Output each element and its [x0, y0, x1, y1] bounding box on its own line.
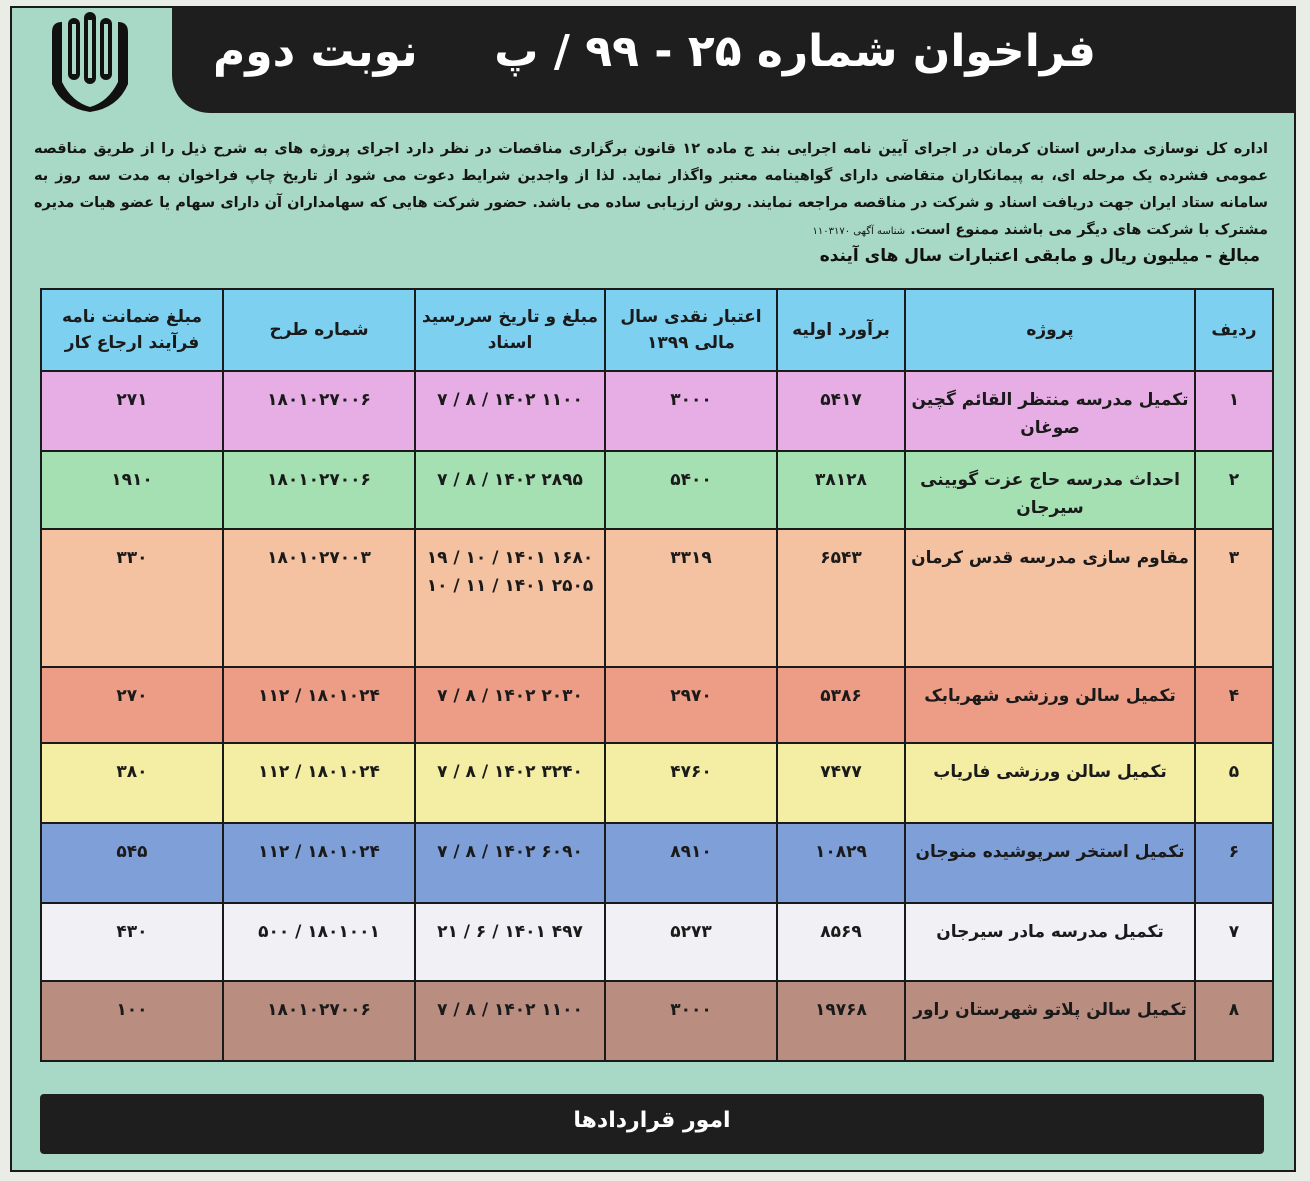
row-number: ۷: [1195, 903, 1273, 981]
row-number: ۶: [1195, 823, 1273, 903]
docs-value: ۱۶۸۰ ۱۴۰۱ / ۱۰ / ۱۹ ۲۵۰۵ ۱۴۰۱ / ۱۱ / ۱۰: [415, 529, 605, 667]
docs-value: ۱۱۰۰ ۱۴۰۲ / ۸ / ۷: [415, 981, 605, 1061]
project-name: تکمیل سالن ورزشی شهربابک: [905, 667, 1195, 743]
docs-value: ۶۰۹۰ ۱۴۰۲ / ۸ / ۷: [415, 823, 605, 903]
header-guarantee: مبلغ ضمانت نامه فرآیند ارجاع کار: [41, 289, 223, 371]
plan-number: ۱۸۰۱۰۲۷۰۰۶: [223, 371, 415, 451]
project-name: تکمیل سالن ورزشی فاریاب: [905, 743, 1195, 823]
header-docs: مبلغ و تاریخ سررسید اسناد: [415, 289, 605, 371]
header-plan-number: شماره طرح: [223, 289, 415, 371]
table-row: [41, 451, 1273, 529]
estimate-value: ۷۴۷۷: [777, 743, 905, 823]
plan-number: ۱۸۰۱۰۲۷۰۰۳: [223, 529, 415, 667]
credit-value: ۵۲۷۳: [605, 903, 777, 981]
ad-id: شناسه آگهی ۱۱۰۳۱۷۰: [812, 226, 906, 237]
table-row: [41, 529, 1273, 667]
guarantee-value: ۱۹۱۰: [41, 451, 223, 529]
plan-number: ۱۸۰۱۰۲۷۰۰۶: [223, 451, 415, 529]
row-number: ۱: [1195, 371, 1273, 451]
footer-bar: [40, 1094, 1264, 1154]
organization-logo-icon: [42, 12, 138, 112]
estimate-value: ۵۴۱۷: [777, 371, 905, 451]
table-row: [41, 743, 1273, 823]
project-name: تکمیل استخر سرپوشیده منوجان: [905, 823, 1195, 903]
project-name: مقاوم سازی مدرسه قدس کرمان: [905, 529, 1195, 667]
row-number: ۲: [1195, 451, 1273, 529]
credit-value: ۲۹۷۰: [605, 667, 777, 743]
estimate-value: ۶۵۴۳: [777, 529, 905, 667]
docs-value: ۱۱۰۰ ۱۴۰۲ / ۸ / ۷: [415, 371, 605, 451]
intro-paragraph: [34, 136, 1268, 245]
plan-number: ۱۸۰۱۰۲۴ / ۱۱۲: [223, 743, 415, 823]
credit-value: ۳۳۱۹: [605, 529, 777, 667]
title-bar: [172, 8, 1296, 113]
table-row: [41, 371, 1273, 451]
header-row-number: ردیف: [1195, 289, 1273, 371]
table-row: [41, 667, 1273, 743]
project-name: تکمیل مدرسه مادر سیرجان: [905, 903, 1195, 981]
docs-value: ۲۰۳۰ ۱۴۰۲ / ۸ / ۷: [415, 667, 605, 743]
credit-value: ۵۴۰۰: [605, 451, 777, 529]
credit-value: ۳۰۰۰: [605, 981, 777, 1061]
project-name: تکمیل سالن پلاتو شهرستان راور: [905, 981, 1195, 1061]
guarantee-value: ۴۳۰: [41, 903, 223, 981]
credit-value: ۸۹۱۰: [605, 823, 777, 903]
guarantee-value: ۳۸۰: [41, 743, 223, 823]
project-name: تکمیل مدرسه منتظر القائم گچین صوغان: [905, 371, 1195, 451]
intro-text: اداره کل نوسازی مدارس استان کرمان در اجرای آیین نامه اجرایی بند ج ماده ۱۲ قانون برگزاری مناقصات در نظر دارد اجرای پروژه های به شرح ذیل را از طریق مناقصه عمومی فشرده یک مرحله ای، به پیمانکاران متقاضی دارای گواهینامه معتبر واگذار نماید. لذا از واجدین شرایط دعوت می شود از تاریخ چاپ فراخوان به مدت سه روز به سامانه ستاد ایران جهت دریافت اسناد و شرکت در مناقصه مراجعه نمایند. روش ارزیابی ساده می باشد. حضور شرکت هایی که سهامداران آن دارای سهام یا عضو هیات مدیره مشترک با شرکت های دیگر می باشند ممنوع است.: [34, 141, 1268, 238]
docs-value: ۲۸۹۵ ۱۴۰۲ / ۸ / ۷: [415, 451, 605, 529]
header-project: پروژه: [905, 289, 1195, 371]
project-name: احداث مدرسه حاج عزت گویینی سیرجان: [905, 451, 1195, 529]
table-row: [41, 981, 1273, 1061]
guarantee-value: ۱۰۰: [41, 981, 223, 1061]
footer-text: امور قراردادها: [573, 1108, 731, 1133]
plan-number: ۱۸۰۱۰۲۷۰۰۶: [223, 981, 415, 1061]
plan-number: ۱۸۰۱۰۰۱ / ۵۰۰: [223, 903, 415, 981]
estimate-value: ۳۸۱۲۸: [777, 451, 905, 529]
table-header-row: [41, 289, 1273, 371]
announcement-frame: [10, 6, 1296, 1172]
estimate-value: ۵۳۸۶: [777, 667, 905, 743]
projects-table: [40, 288, 1274, 1062]
header-estimate: برآورد اولیه: [777, 289, 905, 371]
guarantee-value: ۳۳۰: [41, 529, 223, 667]
row-number: ۸: [1195, 981, 1273, 1061]
table-row: [41, 823, 1273, 903]
row-number: ۳: [1195, 529, 1273, 667]
header-credit: اعتبار نقدی سال مالی ۱۳۹۹: [605, 289, 777, 371]
credit-value: ۴۷۶۰: [605, 743, 777, 823]
page-title: فراخوان شماره ۲۵ - ۹۹ / پ نوبت دوم: [213, 26, 1096, 77]
credit-value: ۳۰۰۰: [605, 371, 777, 451]
estimate-value: ۸۵۶۹: [777, 903, 905, 981]
estimate-value: ۱۰۸۲۹: [777, 823, 905, 903]
guarantee-value: ۲۷۱: [41, 371, 223, 451]
table-row: [41, 903, 1273, 981]
guarantee-value: ۵۴۵: [41, 823, 223, 903]
row-number: ۴: [1195, 667, 1273, 743]
docs-value: ۴۹۷ ۱۴۰۱ / ۶ / ۲۱: [415, 903, 605, 981]
docs-value: ۳۲۴۰ ۱۴۰۲ / ۸ / ۷: [415, 743, 605, 823]
amount-units-note: مبالغ - میلیون ریال و مابقی اعتبارات سال های آینده: [819, 246, 1260, 266]
estimate-value: ۱۹۷۶۸: [777, 981, 905, 1061]
guarantee-value: ۲۷۰: [41, 667, 223, 743]
plan-number: ۱۸۰۱۰۲۴ / ۱۱۲: [223, 667, 415, 743]
plan-number: ۱۸۰۱۰۲۴ / ۱۱۲: [223, 823, 415, 903]
row-number: ۵: [1195, 743, 1273, 823]
